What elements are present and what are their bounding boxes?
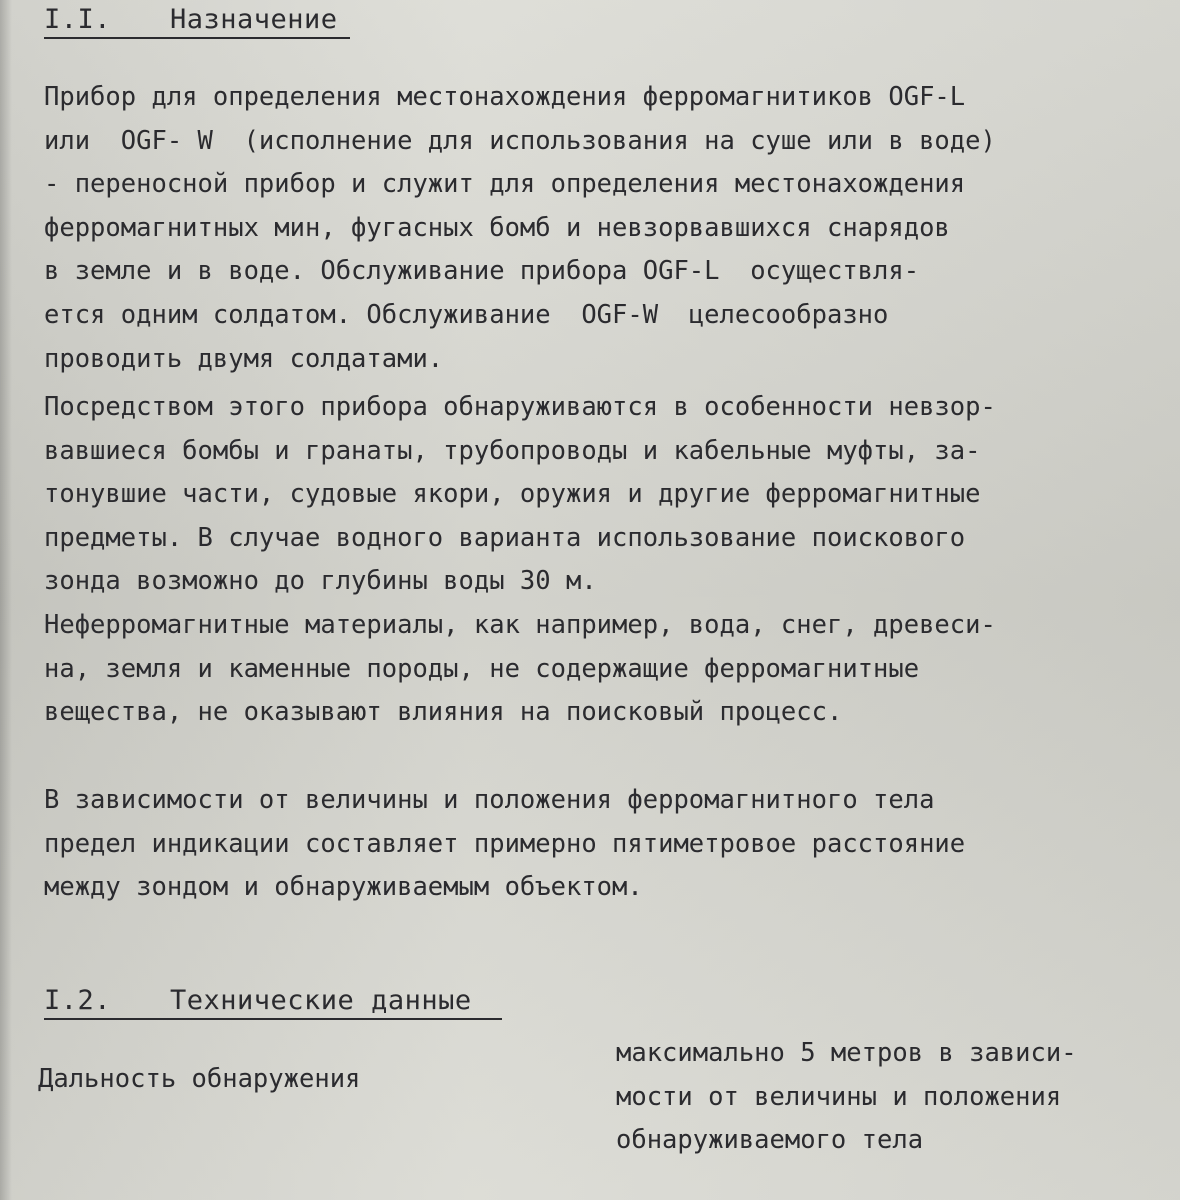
text-line: Неферромагнитные материалы, как например, вода, снег, древеси- xyxy=(44,610,996,640)
paragraph-description xyxy=(44,76,1144,381)
spec-label-detection-range: Дальность обнаружения xyxy=(38,1064,361,1094)
text-line: Прибор для определения местонахождения ферромагнитиков OGF-L xyxy=(44,82,966,112)
text-line: тонувшие части, судовые якори, оружия и другие ферромагнитные xyxy=(44,479,981,510)
text-line: предметы. В случае водного варианта использование поискового xyxy=(44,522,966,553)
text-line: вавшиеся бомбы и гранаты, трубопроводы и кабельные муфты, за- xyxy=(44,435,981,466)
paragraph-indication-limit xyxy=(44,779,1144,910)
section-title: Назначение xyxy=(170,4,338,35)
paragraph-detectable-objects xyxy=(44,386,1144,604)
page-edge-shadow xyxy=(0,0,12,1200)
text-line: предел индикации составляет примерно пятиметровое расстояние xyxy=(44,828,966,859)
spec-value-detection-range xyxy=(616,1032,1156,1163)
text-line: Посредством этого прибора обнаруживаются в особенности невзор- xyxy=(44,392,996,422)
section-number: I.I. xyxy=(44,4,112,35)
section-number: I.2. xyxy=(44,985,112,1016)
text-line: в земле и в воде. Обслуживание прибора OGF-L осуществля- xyxy=(44,256,920,287)
text-line: на, земля и каменные породы, не содержащие ферромагнитные xyxy=(44,653,920,684)
text-line: проводить двумя солдатами. xyxy=(44,343,444,374)
text-line: - переносной прибор и служит для определения местонахождения xyxy=(44,169,966,200)
section-title: Технические данные xyxy=(170,985,472,1016)
section-heading-purpose xyxy=(44,4,350,39)
paragraph-non-ferromagnetic xyxy=(44,604,1144,735)
section-heading-technical-data xyxy=(44,985,502,1020)
text-line: между зондом и обнаруживаемым объектом. xyxy=(44,872,643,903)
text-line: зонда возможно до глубины воды 30 м. xyxy=(44,566,597,597)
text-line: или OGF- W (исполнение для использования на суше или в воде) xyxy=(44,125,996,156)
text-line: обнаруживаемого тела xyxy=(616,1125,924,1156)
text-line: ферромагнитных мин, фугасных бомб и невзорвавшихся снарядов xyxy=(44,212,950,243)
text-line: максимально 5 метров в зависи- xyxy=(616,1038,1077,1068)
text-line: вещества, не оказывают влияния на поисковый процесс. xyxy=(44,697,843,728)
text-line: ется одним солдатом. Обслуживание OGF-W целесообразно xyxy=(44,299,889,330)
text-line: мости от величины и положения xyxy=(616,1081,1062,1112)
text-line: В зависимости от величины и положения ферромагнитного тела xyxy=(44,785,935,815)
